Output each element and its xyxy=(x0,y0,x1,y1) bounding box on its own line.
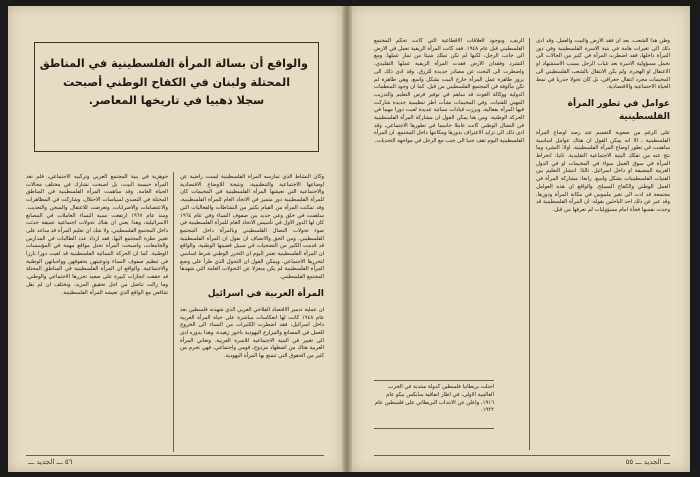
right-page-left-column xyxy=(374,38,524,376)
footer-rule xyxy=(374,455,670,456)
paragraph: الريف، وبوجود العلاقات الاقطاعية التي كانت تحكم المجتمع الفلسطيني قبل عام ١٩٤٨. فقد كانت المرأة الريفية تعمل في الارض الى جانب الرجل، لكنها لم تكن تملك شيئا من ثمار عملها. ومع التشرد وفقدان الارض فقدت المرأة الريفية عملها التقليدي، واضطرت الى البحث عن مصادر جديدة للرزق. وقد ادى ذلك الى بروز ظاهرة عمل المرأة خارج البيت بشكل واسع، وهي ظاهرة لم تكن مألوفة في المجتمع الفلسطيني من قبل. كما ان وجود المنظمات الدولية ووكالة الغوث قد ساهم في توفير فرص التعليم والتدريب المهني للفتيات. وفي المخيمات نشأت اطر تنظيمية جديدة شاركت فيها المرأة بفعالية، وبرزت قيادات نسائية عديدة لعبت دورا مهما في الحركة الوطنية. ومن هنا يمكن القول ان مشاركة المرأة الفلسطينية في النضال الوطني كانت عاملا حاسما في تطورها الاجتماعي، وقد ادى ذلك الى تزايد الاعتراف بدورها ومكانتها داخل المجتمع. ان المرأة الفلسطينية اليوم تقف جنبا الى جنب مع الرجل في مواجهة التحديات. xyxy=(374,38,524,145)
right-page-right-column xyxy=(536,38,670,452)
footer-rule xyxy=(26,455,324,456)
headline-line-1: والواقع أن بسالة المرأة الفلسطينية في المناطق xyxy=(39,57,308,70)
left-page-right-column xyxy=(180,174,324,452)
column-divider xyxy=(173,172,174,452)
headline-box xyxy=(34,42,319,152)
book-spine xyxy=(342,6,352,472)
footnote-caption: احتلت بريطانيا فلسطين كدولة منتدبة في الحرب العالمية الاولى، في اطار اتفاقية سايكس بيكو عام ١٩١٦، واعلن عن الانتداب البريطاني على فلسطين عام ١٩٢٢. xyxy=(374,380,494,429)
paragraph: وطن هذا الشعب، بعد ان فقد الارض والبيت والعمل. وقد ادى ذلك الى تغيرات هامة في بنية الاسرة الفلسطينية وفي دور المرأة داخلها، فقد اضطرت المرأة في كثير من الحالات الى تحمل مسؤولية الاسرة بعد غياب الرجل بسبب الاستشهاد او الاعتقال او الهجرة. ولم يكن الانتقال بالشعب الفلسطيني الى المخيمات مجرد انتقال جغرافي، بل كان تحولا جذريا في نمط الحياة الاجتماعية والاقتصادية. xyxy=(536,38,670,91)
page-number: ـــ الجديد ـــ ٥٥ xyxy=(625,458,670,466)
headline-line-3: سجلا ذهبيا في تاريخها المعاصر. xyxy=(88,94,265,107)
paragraph: على الرغم من صعوبة التعميم عند رصد اوضاع المرأة الفلسطينية ، الا انه يمكن القول ان هناك عوامل اساسية ساهمت في تطور اوضاع المرأة الفلسطينية. اولا: التشرد وما نتج عنه من تفكك البنية الاجتماعية التقليدية. ثانيا: انخراط المرأة في سوق العمل سواء في المخيمات او في الدول العربية المضيفة او داخل اسرائيل. ثالثا: انتشار التعليم بين الفتيات الفلسطينيات بشكل واسع. رابعا: مشاركة المرأة في العمل الوطني والكفاح المسلح. والواقع ان هذه العوامل مجتمعة قد ادت الى تغير ملموس في مكانة المرأة ودورها. وقد عبر عن ذلك احد الباحثين بقوله: ان المرأة الفلسطينية قد وجدت نفسها فجأة امام مسؤوليات لم تعرفها من قبل. xyxy=(536,129,670,213)
section-heading: المرأة العربية في اسرائيل xyxy=(207,288,324,299)
paragraph: وكان النشاط الذي تمارسه المرأة الفلسطينية ليست راضية عن اوضاعها الاجتماعية والتنظيمية، ونتيجة للاوضاع الاقتصادية والاجتماعية التي تعيشها المرأة الفلسطينية في المخيمات كان للمرأة الفلسطينية دور متميز في الاتحاد العام للمرأة الفلسطينية، وقد تمكنت المرأة من القيام بكثير من النشاطات والفعاليات التي ساهمت في خلق وعي جديد بين صفوف النساء وفي عام ١٩٦٤ كان لها الدور الاول في تأسيس الاتحاد العام للمرأة الفلسطينية في ضوء تحولات النضال الفلسطيني وبالمرأة داخل المجتمع الفلسطيني. ومن الحق والانصاف ان نقول ان المرأة الفلسطينية قد قدمت الكثير من التضحيات في سبيل قضيتها الوطنية، والواقع ان المرأة الفلسطينية تعتبر اليوم ان التحرر الوطني شرط اساسي لتحررها الاجتماعي. ويمكن القول ان التحول الذي طرأ على وضع المرأة الفلسطينية لم يكن منعزلا عن التحولات العامة التي شهدها المجتمع الفلسطيني. xyxy=(180,174,324,281)
page-number: ٥٦ ـــ الجديد ـــ xyxy=(28,458,73,466)
left-page xyxy=(8,6,342,472)
paragraph: ان عملية تدمير الاقتصاد الفلاحي العربي الذي شهدته فلسطين بعد عام ١٩٤٨ كانت لها انعكاسات مباشرة على حياة المرأة العربية داخل اسرائيل، فقد اضطرت الكثيرات من النساء الى الخروج للعمل في المصانع والمزارع اليهودية باجور زهيدة، وهذا بدوره ادى الى تغيير في البنية الاجتماعية للاسرة العربية. وتعاني المرأة العربية هناك من اضطهاد مزدوج، قومي واجتماعي، فهي تحرم من كثير من الحقوق التي تتمتع بها المرأة اليهودية. xyxy=(180,306,324,360)
column-divider xyxy=(529,38,530,450)
paragraph: جوهرية في بنية المجتمع العربي وتركيبه الاجتماعي، فلم تعد المرأة حبيسة البيت، بل اصبحت تشارك في مختلف مجالات الحياة العامة. وقد ساهمت المرأة الفلسطينية في المناطق المحتلة في التصدي لسياسات الاحتلال، وشاركت في المظاهرات والاعتصامات والاضرابات، وتعرضت للاعتقال والسجن والتعذيب. ومنذ عام ١٩٦٧ ارتفعت نسبة النساء العاملات في المصانع الاسرائيلية، وهذا يعني ان هناك تحولات اجتماعية عميقة حدثت داخل المجتمع الفلسطيني. ولا شك ان تعليم المرأة قد ساعد على تغيير نظرة المجتمع اليها، فقد ازداد عدد الطالبات في المدارس والجامعات، واصبحت المرأة تحتل مواقع مهمة في المؤسسات الوطنية. كما ان الحركة النسائية الفلسطينية قد لعبت دورا بارزا في تنظيم صفوف النساء وتوعيتهن بحقوقهن وواجباتهن الوطنية والاجتماعية. والواقع ان المرأة الفلسطينية في المناطق المحتلة قد حققت انجازات كبيرة على صعيد تحررها الاجتماعي والوطني، وما زالت تناضل من اجل تحقيق المزيد. وتختلف ان لم نقل تتناقض مع الواقع الذي تعيشه المرأة الفلسطينية. xyxy=(26,174,168,296)
left-page-left-column xyxy=(26,174,168,452)
section-heading: عوامل في تطور المرأة الفلسطينية xyxy=(567,98,670,122)
headline-line-2: المحتلة ولبنان في الكفاح الوطني أصبحت xyxy=(62,75,291,89)
